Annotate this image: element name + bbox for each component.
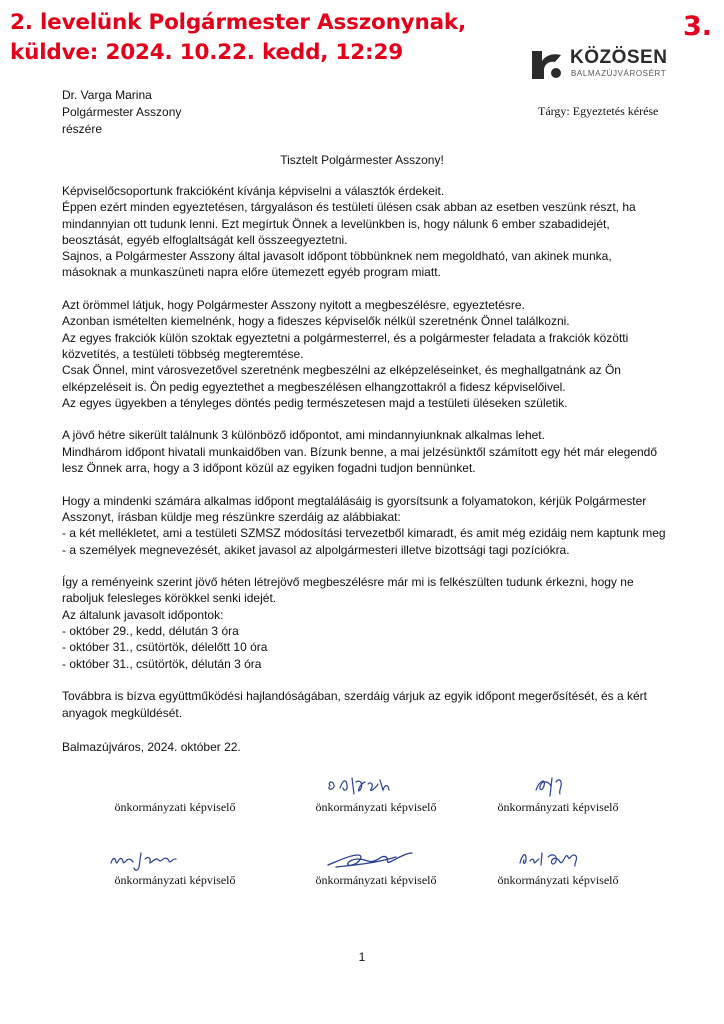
signature-block-2 [296,772,456,822]
body-line: lesz Önnek arra, hogy a 3 időpont közül az egyiken fogadni tudjon bennünket. [62,461,476,476]
signature-label: önkormányzati képviselő [114,800,236,814]
body-line: Mindhárom időpont hivatali munkaidőben van. Bízunk benne, a mai jelzésünktől számított egy hét már elegendő [62,444,658,459]
body-line: másoknak a munkaszüneti napra előre ütemezett egyéb program miatt. [62,265,441,280]
body-line: - október 31., csütörtök, délután 3 óra [62,656,262,671]
handwritten-signature-2 [296,772,456,802]
signature-block-6 [478,845,638,895]
signature-block-4 [95,845,255,895]
document-number-marker: 3. [682,11,712,42]
body-line: beosztását, egyéb elfoglaltságát kell összeegyeztetni. [62,232,348,247]
body-line: Az általunk javasolt időpontok: [62,607,224,622]
signature-label: önkormányzati képviselő [497,800,619,814]
header-title-line-2: küldve: 2024. 10.22. kedd, 12:29 [10,40,403,65]
signature-label: önkormányzati képviselő [114,873,236,887]
paragraph-6 [62,688,714,721]
body-line: - október 31., csütörtök, délelőtt 10 óra [62,640,268,655]
handwritten-signature-4 [95,845,255,875]
kozosen-logo-icon [529,49,565,81]
signature-block-5 [296,845,456,895]
paragraph-5 [62,574,714,672]
body-line: mindannyian ott tudunk lenni. Ezt megírtuk Önnek a levelünkben is, hogy nálunk 6 ember szabadidejét, [62,216,610,231]
email-header-title [10,8,466,68]
body-line: Így a reményeink szerint jövő héten létrejövő megbeszélésre már mi is felkészülten tudunk érkezni, hogy ne [62,575,634,590]
body-line: Hogy a mindenki számára alkalmas időpont megtalálásáig is gyorsítsunk a folyamatokon, kérjük Polgármester [62,493,647,508]
handwritten-signature-3 [478,772,638,802]
signature-label: önkormányzati képviselő [497,873,619,887]
handwritten-signature-6 [478,845,638,875]
signature-label: önkormányzati képviselő [315,873,437,887]
recipient-block [62,87,181,138]
salutation: Tisztelt Polgármester Asszony! [280,153,444,167]
paragraph-4 [62,493,714,558]
body-line: - október 29., kedd, délután 3 óra [62,624,239,639]
body-line: Azt örömmel látjuk, hogy Polgármester Asszony nyitott a megbeszélésre, egyeztetésre. [62,298,525,313]
page-number: 1 [358,950,366,964]
kozosen-logo [529,47,679,83]
signature-block-3 [478,772,638,822]
logo-tagline: BALMAZÚJVÁROSÉRT [571,69,667,78]
subject-line: Tárgy: Egyeztetés kérése [538,104,659,118]
body-line: - a személyek megnevezését, akiket javasol az alpolgármesteri illetve bizottsági tagi pozíciókra. [62,542,570,557]
signature-label: önkormányzati képviselő [315,800,437,814]
paragraph-2 [62,297,714,411]
handwritten-signature-5 [296,845,456,875]
body-line: Éppen ezért minden egyeztetésen, tárgyaláson és testületi ülésen csak abban az esetben veszünk részt, ha [62,200,636,215]
logo-name: KÖZÖSEN [570,47,668,68]
body-line: Képviselőcsoportunk frakcióként kívánja képviselni a választók érdekeit. [62,184,445,198]
recipient-suffix: részére [62,122,103,136]
handwritten-signature-1 [95,772,255,802]
body-line: anyagok megküldését. [62,705,183,720]
signature-block-1 [95,772,255,822]
body-line: raboljuk felesleges körökkel senki idejét. [62,591,277,606]
body-line: A jövő hétre sikerült találnunk 3 különböző időpontot, ami mindannyiunknak alkalmas lehet. [62,428,545,443]
letter-body [62,183,714,737]
body-line: Azonban ismételten kiemelnénk, hogy a fideszes képviselők nélkül szeretnénk Önnel találkozni. [62,314,570,329]
paragraph-1 [62,183,714,281]
body-line: Sajnos, a Polgármester Asszony által javasolt időpont többünknek nem megoldható, van akinek munka, [62,249,612,264]
body-line: közvetítés, a testületi többség megteremtése. [62,346,304,361]
header-title-line-1: 2. levelünk Polgármester Asszonynak, [10,10,466,35]
recipient-title: Polgármester Asszony [62,105,182,119]
body-line: Az egyes ügyekben a tényleges döntés pedig természetesen majd a testületi üléseken születik. [62,395,568,410]
body-line: Továbbra is bízva együttműködési hajlandóságában, szerdáig várjuk az egyik időpont megerősítését, és a kért [62,689,647,704]
body-line: elképzeléseit is. Ön pedig egyeztethet a megbeszélésen elhangzottakról a fidesz képviselőivel. [62,379,566,394]
body-line: Az egyes frakciók külön szoktak egyeztetni a polgármesterrel, és a polgármester feladata a frakciók közötti [62,330,629,345]
place-and-date: Balmazújváros, 2024. október 22. [62,740,241,754]
body-line: Csak Önnel, mint városvezetővel szeretnénk megbeszélni az elképzeléseinket, és meghallgatnánk az Ön [62,363,621,378]
body-line: Asszonyt, írásban küldje meg részünkre szerdáig az alábbiakat: [62,509,401,524]
paragraph-3 [62,427,714,476]
body-line: - a két mellékletet, ami a testületi SZMSZ módosítási tervezetből kimaradt, és amit még ezidáig nem kaptunk meg [62,526,666,541]
recipient-name: Dr. Varga Marina [62,88,152,102]
